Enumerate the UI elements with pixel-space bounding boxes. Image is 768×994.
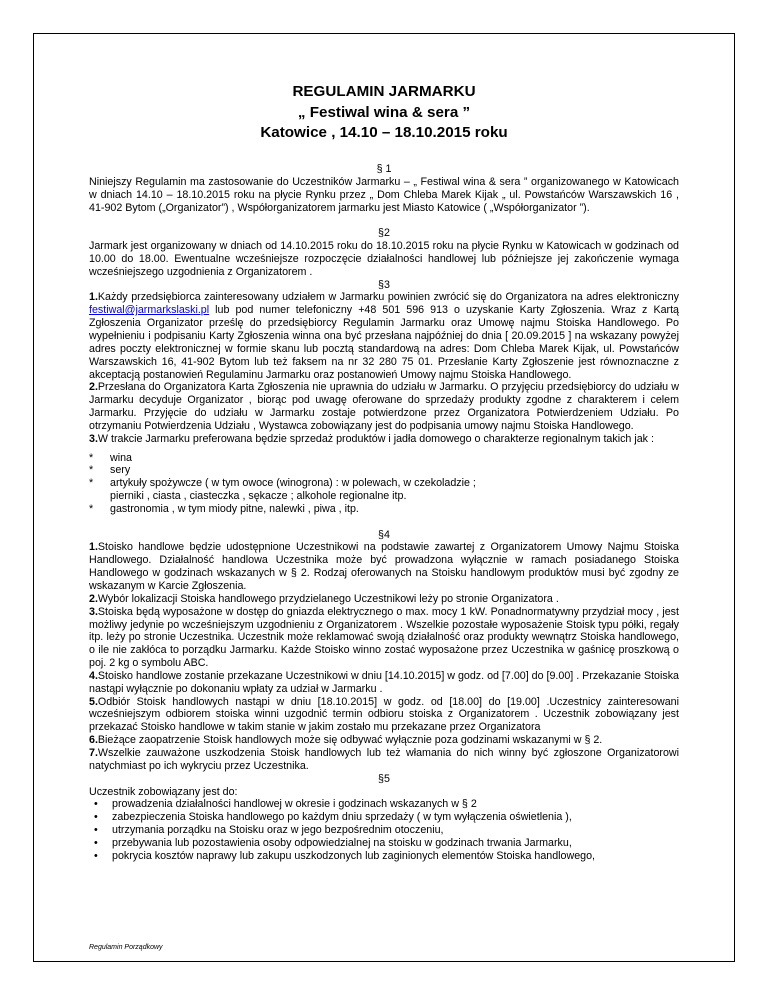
section-5-heading: §5: [378, 772, 390, 785]
document-title: [0, 82, 768, 144]
list-item: • prowadzenia działalności handlowej w okresie i godzinach wskazanych w § 2: [89, 798, 679, 811]
list-item: * wina: [89, 451, 132, 464]
section-1-heading: § 1: [376, 163, 392, 175]
section-4-heading: §4: [378, 528, 390, 541]
section-3-heading: §3: [378, 278, 390, 291]
list-item: pierniki , ciasta , ciasteczka , sękacze ; alkohole regionalne itp.: [110, 490, 407, 503]
title-line-1: REGULAMIN JARMARKU: [292, 83, 476, 100]
page-footer: Regulamin Porządkowy: [89, 944, 163, 951]
section-2-text: Jarmark jest organizowany w dniach od 14.10.2015 roku do 18.10.2015 roku na płycie Rynku w Katowicach w godzinach od 10.00 do 18.00. Ewentualne wcześniejsze rozpoczęcie działalności handlowej lub późniejsze jej zakończenie wymaga wcześniejszego uzgodnienia z Organizatorem .: [89, 240, 679, 278]
list-item: • utrzymania porządku na Stoisku oraz w jego bezpośrednim otoczeniu,: [89, 824, 679, 837]
section-4-para: 4.Stoisko handlowe zostanie przekazane Uczestnikowi w dniu [14.10.2015] w godz. od [7.00] do [9.00] . Przekazanie Stoiska nastąpi wyłącznie po dokonaniu wpłaty za udział w Jarmarku .: [89, 669, 679, 695]
list-item: • pokrycia kosztów naprawy lub zakupu uszkodzonych lub zaginionych elementów Stoiska handlowego,: [89, 850, 679, 863]
section-4-para: 5.Odbiór Stoisk handlowych nastąpi w dniu [18.10.2015] w godz. od [18.00] do [19.00] .Uczestnicy zainteresowani wcześniejszym odbiorem stoiska winni uzgodnić termin odbioru stoiska z Organizatorem . Uczestnik zobowiązany jest przekazać Stoisko handlowe w takim stanie w jakim zostało mu przekazane przez Organizatora: [89, 695, 679, 734]
section-3-para-2: 2.Przesłana do Organizatora Karta Zgłoszenia nie uprawnia do udziału w Jarmarku. O przyjęciu przedsiębiorcy do udziału w Jarmarku decyduje Organizator , biorąc pod uwagę oferowane do sprzedaży produkty zgodne z charakterem i celem Jarmarku. Przyjęcie do udziału w Jarmarku zostaje potwierdzone przez Organizatora Potwierdzeniem Udziału. Po otrzymaniu Potwierdzenia Udziału , Wystawca zobowiązany jest do podpisania umowy najmu Stoiska Handlowego.: [89, 381, 679, 432]
list-item: • przebywania lub pozostawienia osoby odpowiedzialnej na stoisku w godzinach trwania Jarmarku,: [89, 837, 679, 850]
list-item: • zabezpieczenia Stoiska handlowego po każdym dniu sprzedaży ( w tym wyłączenia oświetlenia ),: [89, 811, 679, 824]
product-list: [89, 452, 679, 516]
section-1-text: Niniejszy Regulamin ma zastosowanie do Uczestników Jarmarku – „ Festiwal wina & sera ” organizowanego w Katowicach w dniach 14.10 – 18.10.2015 roku na płycie Rynku przez „ Dom Chleba Marek Kijak „ ul. Powstańców Warszawskich 16 , 41-902 Bytom („Organizator”) , Współorganizatorem jarmarku jest Miasto Katowice ( „Współorganizator ”).: [89, 175, 679, 214]
section-4-para: 2.Wybór lokalizacji Stoiska handlowego przydzielanego Uczestnikowi leży po stronie Organizatora .: [89, 592, 559, 605]
document-body: [89, 163, 679, 863]
section-3-para-3: 3.W trakcie Jarmarku preferowana będzie sprzedaż produktów i jadła domowego o charakterze regionalnym takich jak :: [89, 432, 654, 445]
section-3-para-1: 1.Każdy przedsiębiorca zainteresowany udziałem w Jarmarku powinien zwrócić się do Organizatora na adres elektroniczny festiwal@jarmarkslaski.pl lub pod numer telefoniczny +48 501 596 913 o uzyskanie Karty Zgłoszenia. Wraz z Kartą Zgłoszenia Organizator prześlę do przedsiębiorcy Regulamin Jarmarku oraz Umowę najmu Stoiska Handlowego. Po wypełnieniu i podpisaniu Karty Zgłoszenia winna ona być przesłana najpóźniej do dnia [ 20.09.2015 ] na wskazany powyżej adres poczty elektronicznej w formie skanu lub pocztą standardową na adres: Dom Chleba Marek Kijak, ul. Powstańców Warszawskich 16, 41-902 Bytom lub też faksem na nr 32 280 75 01. Przesłanie Karty Zgłoszenie jest równoznaczne z akceptacją postanowień Regulaminu Jarmarku oraz postanowień Umowy najmu Stoiska Handlowego.: [89, 291, 679, 381]
title-line-2: „ Festiwal wina & sera ”: [297, 103, 471, 121]
list-item: * gastronomia , w tym miody pitne, nalewki , piwa , itp.: [89, 502, 359, 515]
section-2-heading: §2: [378, 227, 390, 240]
section-5-intro: Uczestnik zobowiązany jest do:: [89, 785, 238, 798]
obligations-list: [89, 798, 679, 862]
email-link[interactable]: festiwal@jarmarkslaski.pl: [89, 304, 210, 317]
title-line-3: Katowice , 14.10 – 18.10.2015 roku: [260, 124, 508, 141]
list-item: * sery: [89, 464, 131, 477]
section-4-para: 1.Stoisko handlowe będzie udostępnione Uczestnikowi na podstawie zawartej z Organizatorem Umowy Najmu Stoiska Handlowego. Działalność handlowa Uczestnika może być prowadzona wyłącznie w ramach posiadanego Stoiska Handlowego w godzinach wskazanych w § 2. Rodzaj oferowanych na Stoisku handlowym produktów musi być zgodny ze wskazanym w Karcie Zgłoszenia.: [89, 541, 679, 592]
section-4-para: 3.Stoiska będą wyposażone w dostęp do gniazda elektrycznego o max. mocy 1 kW. Ponadnormatywny przydział mocy , jest możliwy jedynie po wcześniejszym uzgodnieniu z Organizatorem . Wszelkie pozostałe wyposażenie Stoisk typu półki, regały itp. leży po stronie Uczestnika. Uczestnik może reklamować swoją działalność oraz produkty wewnątrz Stoiska handlowego, o ile nie zakłóca to porządku Jarmarku. Każde Stoisko winno zostać wyposażone przez Uczestnika w gaśnicę proszkową o poj. 2 kg o symbolu ABC.: [89, 605, 679, 670]
list-item: * artykuły spożywcze ( w tym owoce (winogrona) : w polewach, w czekoladzie ;: [89, 477, 476, 490]
section-4-para: 6.Bieżące zaopatrzenie Stoisk handlowych może się odbywać wyłącznie poza godzinami wskazanymi w § 2.: [89, 734, 603, 747]
section-4-para: 7.Wszelkie zauważone uszkodzenia Stoisk handlowych lub też włamania do nich winny być zgłoszone Organizatorowi natychmiast po ich wykryciu przez Uczestnika.: [89, 746, 679, 772]
